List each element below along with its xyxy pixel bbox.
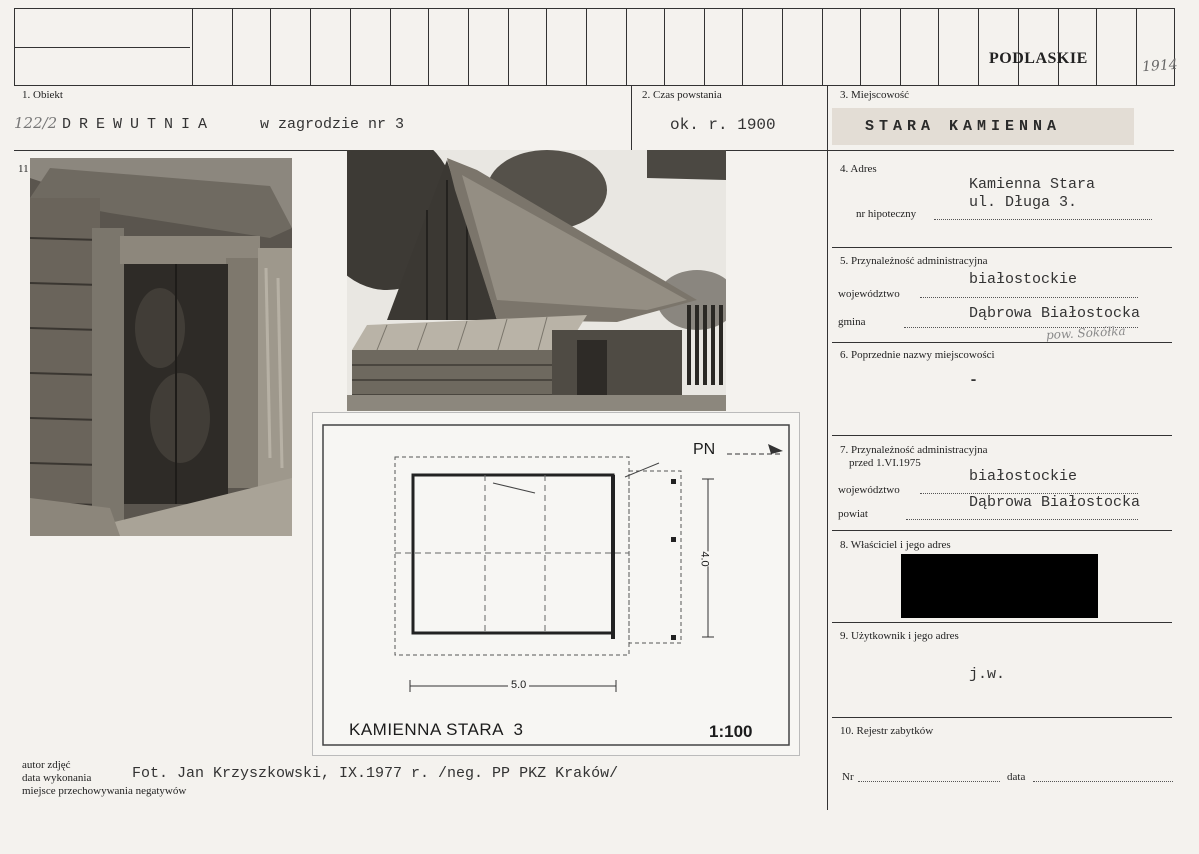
admin-old-sublabel: przed 1.VI.1975 <box>849 457 921 469</box>
wlasciciel-label: 8. Właściciel i jego adres <box>840 539 951 551</box>
region-label: PODLASKIE <box>989 50 1088 67</box>
admin-old-label: 7. Przynależność administracyjna <box>840 444 988 456</box>
object-detail: w zagrodzie nr 3 <box>260 116 405 133</box>
width-dimension: 5.0 <box>508 679 529 691</box>
rejestr-nr-label: Nr <box>842 771 854 783</box>
uzytkownik-value: j.w. <box>969 666 1006 683</box>
grid-column-line <box>626 8 627 86</box>
photo-panel-label: 11 <box>18 163 29 175</box>
grid-column-line <box>742 8 743 86</box>
grid-column-line <box>938 8 939 86</box>
grid-column-line <box>310 8 311 86</box>
grid-column-line <box>1018 8 1019 86</box>
admin-gmina-value: Dąbrowa Białostocka <box>969 305 1141 322</box>
plan-caption: KAMIENNA STARA 3 <box>349 720 524 739</box>
autor-label: autor zdjęć <box>22 759 71 771</box>
grid-column-line <box>270 8 271 86</box>
grid-column-line <box>390 8 391 86</box>
admin-wojewodztwo-line <box>920 297 1138 298</box>
door-photo <box>30 158 292 536</box>
adres-label: 4. Adres <box>840 163 877 175</box>
miejsce-label: miejsce przechowywania negatywów <box>22 785 187 797</box>
grid-column-line <box>822 8 823 86</box>
adres-line1: Kamienna Stara <box>969 176 1096 193</box>
grid-column-line <box>1174 8 1175 86</box>
grid-column-line <box>704 8 705 86</box>
object-number: 122/2 <box>14 114 58 132</box>
admin-old-wojewodztwo-label: województwo <box>838 484 900 496</box>
admin-gmina-label: gmina <box>838 316 866 328</box>
rejestr-label: 10. Rejestr zabytków <box>840 725 934 737</box>
czas-label: 2. Czas powstania <box>642 89 722 101</box>
footer-value: Fot. Jan Krzyszkowski, IX.1977 r. /neg. PP PKZ Kraków/ <box>132 765 619 782</box>
grid-column-line <box>1058 8 1059 86</box>
building-photo <box>347 150 726 411</box>
grid-column-line <box>664 8 665 86</box>
grid-column-line <box>978 8 979 86</box>
grid-column-line <box>428 8 429 86</box>
admin-label: 5. Przynależność administracyjna <box>840 255 988 267</box>
grid-column-line <box>468 8 469 86</box>
admin-old-powiat-label: powiat <box>838 508 868 520</box>
grid-column-line <box>192 8 193 86</box>
rejestr-data-label: data <box>1007 771 1026 783</box>
plan-scale: 1:100 <box>709 722 753 741</box>
admin-wojewodztwo-label: województwo <box>838 288 900 300</box>
grid-column-line <box>350 8 351 86</box>
poprzednie-label: 6. Poprzednie nazwy miejscowości <box>840 349 995 361</box>
depth-dimension: 4.0 <box>698 551 711 567</box>
rejestr-nr-line <box>858 781 1000 782</box>
hipoteczny-line <box>934 219 1152 220</box>
adres-line2: ul. Długa 3. <box>969 194 1078 211</box>
grid-column-line <box>782 8 783 86</box>
grid-column-line <box>232 8 233 86</box>
obiekt-label: 1. Obiekt <box>22 89 63 101</box>
grid-column-line <box>1136 8 1137 86</box>
grid-column-line <box>546 8 547 86</box>
poprzednie-value: - <box>969 372 979 389</box>
object-name: DREWUTNIA <box>62 116 216 133</box>
miejscowosc-label: 3. Miejscowość <box>840 89 910 101</box>
grid-column-line <box>900 8 901 86</box>
czas-value: ok. r. 1900 <box>670 116 776 134</box>
grid-column-line <box>1096 8 1097 86</box>
admin-old-powiat-line <box>906 519 1138 520</box>
north-label: PN <box>693 441 716 458</box>
admin-old-powiat-value: Dąbrowa Białostocka <box>969 494 1141 511</box>
uzytkownik-label: 9. Użytkownik i jego adres <box>840 630 959 642</box>
miejscowosc-value: STARA KAMIENNA <box>865 118 1062 135</box>
grid-column-line <box>860 8 861 86</box>
corner-note: 1914 <box>1141 56 1179 76</box>
redaction-box <box>901 554 1098 618</box>
data-wykonania-label: data wykonania <box>22 772 92 784</box>
admin-gmina-note: pow. Sokółka <box>1045 323 1126 343</box>
floor-plan <box>312 412 800 756</box>
rejestr-data-line <box>1033 781 1173 782</box>
admin-old-wojewodztwo-value: białostockie <box>969 468 1078 485</box>
grid-column-line <box>508 8 509 86</box>
admin-wojewodztwo-value: białostockie <box>969 271 1078 288</box>
hipoteczny-label: nr hipoteczny <box>856 208 917 220</box>
grid-column-line <box>586 8 587 86</box>
